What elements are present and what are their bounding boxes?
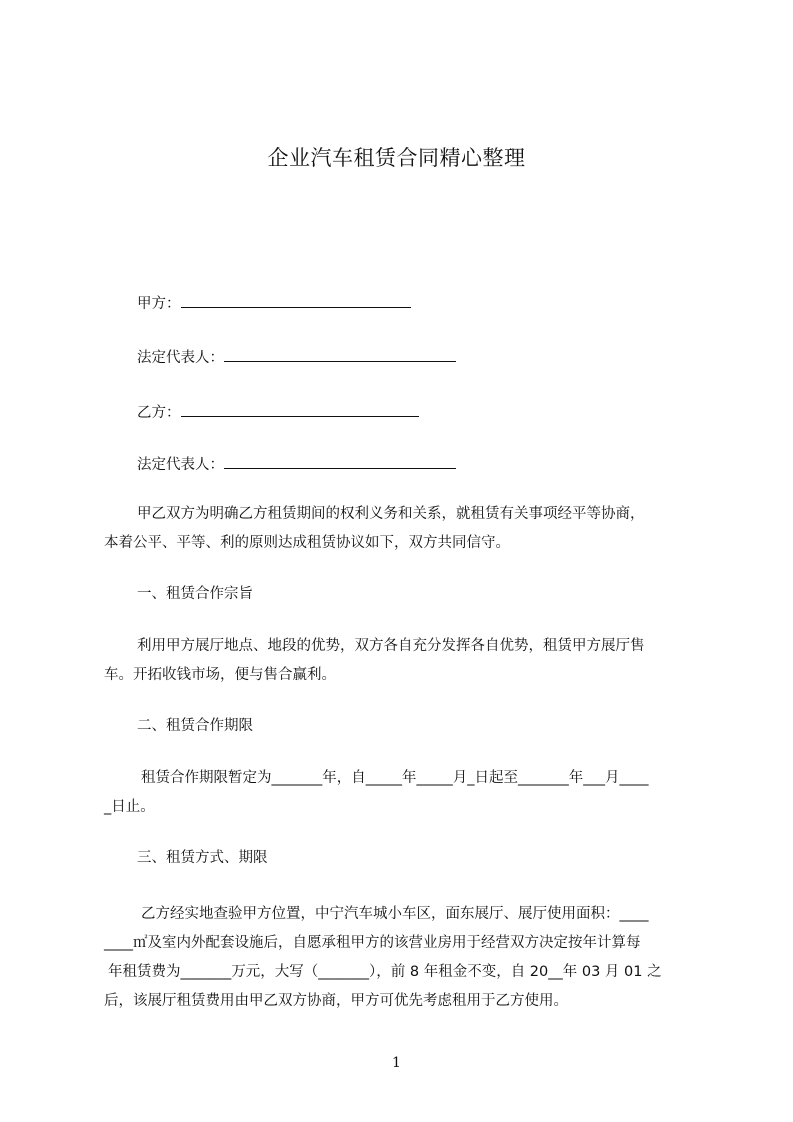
section-2-line-1: 租赁合作期限暂定为_______年，自_____年_____月_日起至_______年___月____ — [141, 770, 649, 786]
section-1-line-1: 利用甲方展厅地点、地段的优势，双方各自充分发挥各自优势，租赁甲方展厅售 — [137, 638, 645, 654]
party-a-label: 甲方： — [137, 296, 181, 312]
party-b-rep-label: 法定代表人： — [137, 457, 224, 473]
party-a-rep-line — [137, 346, 456, 367]
section-3-line-1: 乙方经实地查验甲方位置，中宁汽车城小车区，面东展厅、展厅使用面积：____ — [141, 906, 649, 922]
intro-paragraph — [104, 500, 704, 558]
document-title: 企业汽车租赁合同精心整理 — [267, 146, 526, 170]
party-a-blank — [181, 292, 411, 308]
section-3-line-3: 年租赁费为_______万元，大写（_______），前 8 年租金不变，自 20__年 03 月 01 之 — [108, 964, 662, 980]
party-a-rep-label: 法定代表人： — [137, 350, 224, 366]
section-3-heading: 三、租赁方式、期限 — [137, 850, 268, 866]
section-3-line-2: ____㎡及室内外配套设施后，自愿承租甲方的该营业房用于经营双方决定按年计算每 — [104, 935, 641, 951]
party-a-rep-blank — [224, 346, 456, 362]
party-b-line — [137, 401, 419, 422]
intro-line-2: 本着公平、平等、利的原则达成租赁协议如下，双方共同信守。 — [104, 535, 510, 551]
party-b-label: 乙方： — [137, 405, 181, 421]
section-2-heading: 二、租赁合作期限 — [137, 718, 253, 734]
section-1-paragraph — [104, 632, 704, 690]
party-b-rep-line — [137, 453, 456, 474]
section-2-line-2: _日止。 — [104, 799, 155, 815]
section-2-paragraph — [104, 764, 704, 822]
section-1-heading: 一、租赁合作宗旨 — [137, 586, 253, 602]
party-a-line — [137, 292, 411, 313]
party-b-rep-blank — [224, 453, 456, 469]
section-3-line-4: 后，该展厅租赁费用由甲乙双方协商，甲方可优先考虑租用于乙方使用。 — [104, 993, 568, 1009]
section-3-paragraph — [104, 900, 704, 1016]
intro-line-1: 甲乙双方为明确乙方租赁期间的权利义务和关系，就租赁有关事项经平等协商， — [137, 506, 645, 522]
page-number: 1 — [392, 1055, 401, 1071]
section-1-line-2: 车。开拓收钱市场，便与售合赢利。 — [104, 667, 336, 683]
party-b-blank — [181, 401, 419, 417]
